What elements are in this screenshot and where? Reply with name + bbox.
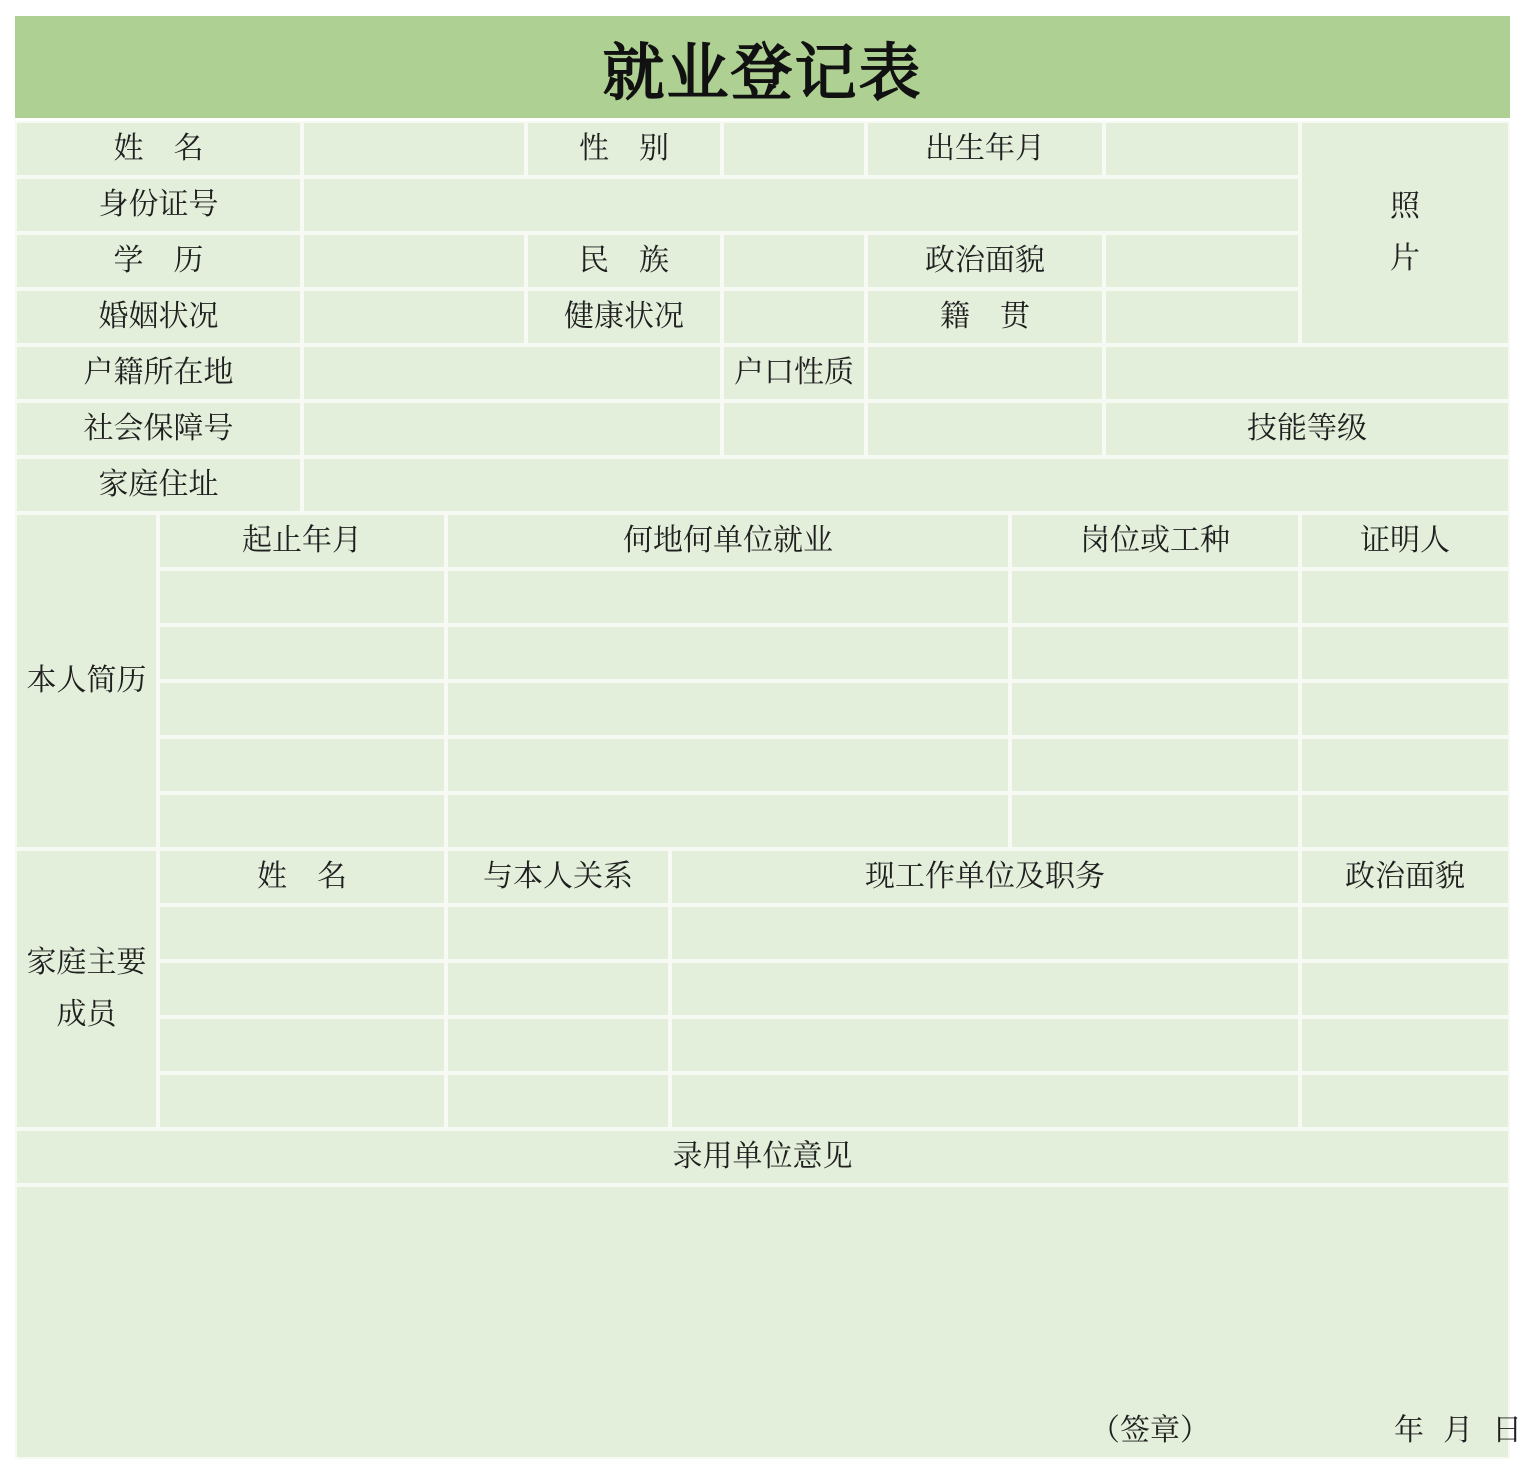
resume-cell[interactable]	[158, 681, 446, 737]
resume-cell[interactable]	[1300, 569, 1510, 625]
social-security-label: 社会保障号	[15, 401, 302, 457]
resume-cell[interactable]	[1010, 569, 1300, 625]
native-field[interactable]	[1104, 289, 1300, 345]
opinion-label: 录用单位意见	[15, 1129, 1510, 1185]
resume-cell[interactable]	[1010, 737, 1300, 793]
ethnicity-label: 民 族	[526, 233, 722, 289]
household-extra-field[interactable]	[1104, 345, 1510, 401]
opinion-field[interactable]	[15, 1185, 1510, 1459]
resume-cell[interactable]	[446, 793, 1010, 849]
family-cell[interactable]	[446, 1073, 670, 1129]
resume-cell[interactable]	[446, 681, 1010, 737]
address-label: 家庭住址	[15, 457, 302, 513]
family-cell[interactable]	[158, 1073, 446, 1129]
family-cell[interactable]	[446, 961, 670, 1017]
family-col-relation: 与本人关系	[446, 849, 670, 905]
address-field[interactable]	[302, 457, 1510, 513]
family-cell[interactable]	[670, 905, 1300, 961]
resume-cell[interactable]	[1300, 625, 1510, 681]
resume-cell[interactable]	[158, 625, 446, 681]
education-field[interactable]	[302, 233, 526, 289]
birth-label: 出生年月	[866, 121, 1104, 177]
family-cell[interactable]	[158, 905, 446, 961]
family-cell[interactable]	[670, 1073, 1300, 1129]
family-cell[interactable]	[158, 1017, 446, 1073]
resume-cell[interactable]	[1010, 681, 1300, 737]
family-section-label: 家庭主要 成员	[15, 849, 158, 1129]
health-label: 健康状况	[526, 289, 722, 345]
resume-cell[interactable]	[446, 625, 1010, 681]
resume-cell[interactable]	[1300, 793, 1510, 849]
id-field[interactable]	[302, 177, 1300, 233]
social-security-extra-field-2[interactable]	[866, 401, 1104, 457]
id-label: 身份证号	[15, 177, 302, 233]
family-col-employer: 现工作单位及职务	[670, 849, 1300, 905]
resume-section-label: 本人简历	[15, 513, 158, 849]
family-cell[interactable]	[158, 961, 446, 1017]
resume-cell[interactable]	[446, 737, 1010, 793]
social-security-field[interactable]	[302, 401, 722, 457]
resume-col-position: 岗位或工种	[1010, 513, 1300, 569]
family-cell[interactable]	[446, 1017, 670, 1073]
resume-col-period: 起止年月	[158, 513, 446, 569]
form-title: 就业登记表	[15, 16, 1510, 118]
family-cell[interactable]	[446, 905, 670, 961]
family-cell[interactable]	[1300, 961, 1510, 1017]
resume-col-witness: 证明人	[1300, 513, 1510, 569]
family-cell[interactable]	[1300, 1073, 1510, 1129]
resume-cell[interactable]	[158, 793, 446, 849]
marital-label: 婚姻状况	[15, 289, 302, 345]
political-label: 政治面貌	[866, 233, 1104, 289]
seal-label: （签章）	[1090, 1413, 1210, 1448]
resume-cell[interactable]	[158, 569, 446, 625]
name-label: 姓 名	[15, 121, 302, 177]
gender-field[interactable]	[722, 121, 866, 177]
household-type-label: 户口性质	[722, 345, 866, 401]
education-label: 学 历	[15, 233, 302, 289]
resume-cell[interactable]	[1010, 625, 1300, 681]
family-cell[interactable]	[670, 1017, 1300, 1073]
household-field[interactable]	[302, 345, 722, 401]
family-col-political: 政治面貌	[1300, 849, 1510, 905]
health-field[interactable]	[722, 289, 866, 345]
resume-cell[interactable]	[1300, 737, 1510, 793]
household-label: 户籍所在地	[15, 345, 302, 401]
family-cell[interactable]	[670, 961, 1300, 1017]
date-label: 年 月 日	[1394, 1413, 1523, 1448]
skill-label: 技能等级	[1104, 401, 1510, 457]
family-col-name: 姓 名	[158, 849, 446, 905]
household-type-field[interactable]	[866, 345, 1104, 401]
photo-box[interactable]: 照 片	[1300, 121, 1510, 345]
family-cell[interactable]	[1300, 905, 1510, 961]
ethnicity-field[interactable]	[722, 233, 866, 289]
social-security-extra-field[interactable]	[722, 401, 866, 457]
resume-cell[interactable]	[446, 569, 1010, 625]
marital-field[interactable]	[302, 289, 526, 345]
resume-cell[interactable]	[1010, 793, 1300, 849]
resume-cell[interactable]	[158, 737, 446, 793]
birth-field[interactable]	[1104, 121, 1300, 177]
political-field[interactable]	[1104, 233, 1300, 289]
native-label: 籍 贯	[866, 289, 1104, 345]
family-cell[interactable]	[1300, 1017, 1510, 1073]
name-field[interactable]	[302, 121, 526, 177]
resume-col-employer: 何地何单位就业	[446, 513, 1010, 569]
gender-label: 性 别	[526, 121, 722, 177]
resume-cell[interactable]	[1300, 681, 1510, 737]
